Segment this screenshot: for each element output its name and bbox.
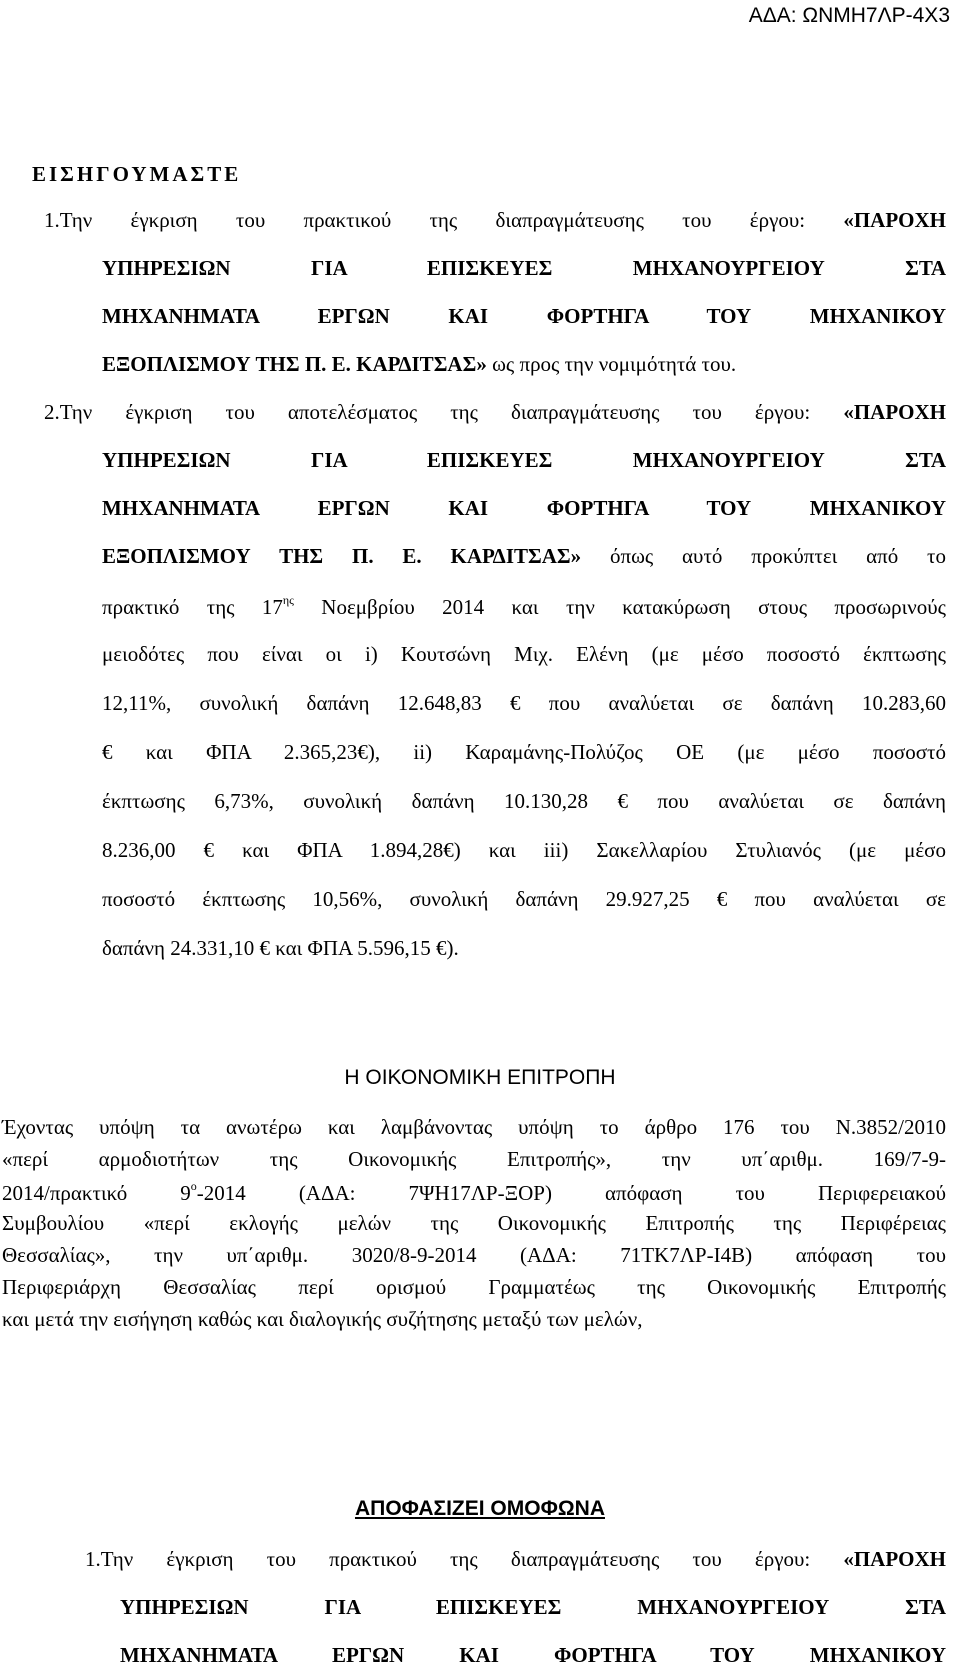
committee-line-2: «περί αρμοδιοτήτων της Οικονομικής Επιτροπής», την υπ΄αριθμ. 169/7-9- <box>2 1147 946 1171</box>
proposal-heading: ΕΙΣΗΓΟΥΜΑΣΤΕ <box>32 162 242 186</box>
committee-line-6: Περιφεριάρχη Θεσσαλίας περί ορισμού Γραμματέως της Οικονομικής Επιτροπής <box>2 1275 946 1299</box>
item2-line-3: ΜΗΧΑΝΗΜΑΤΑ ΕΡΓΩΝ ΚΑΙ ΦΟΡΤΗΓΑ ΤΟΥ ΜΗΧΑΝΙΚΟΥ <box>102 496 946 520</box>
decision-line-1: 1.Την έγκριση του πρακτικού της διαπραγμάτευσης του έργου: «ΠΑΡΟΧΗ <box>85 1547 946 1571</box>
decision-heading: ΑΠΟΦΑΣΙΖΕΙ ΟΜΟΦΩΝΑ <box>354 1497 605 1520</box>
committee-line-5: Θεσσαλίας», την υπ΄αριθμ. 3020/8-9-2014 (ΑΔΑ: 71ΤΚ7ΛΡ-Ι4Β) απόφαση του <box>2 1243 946 1267</box>
item2-line-12: δαπάνη 24.331,10 € και ΦΠΑ 5.596,15 €). <box>102 936 459 960</box>
item1-line-2: ΥΠΗΡΕΣΙΩΝ ΓΙΑ ΕΠΙΣΚΕΥΕΣ ΜΗΧΑΝΟΥΡΓΕΙΟΥ ΣΤΑ <box>102 256 946 280</box>
committee-line-7: και μετά την εισήγηση καθώς και διαλογικής συζήτησης μεταξύ των μελών, <box>2 1307 643 1331</box>
decision-line-3: ΜΗΧΑΝΗΜΑΤΑ ΕΡΓΩΝ ΚΑΙ ΦΟΡΤΗΓΑ ΤΟΥ ΜΗΧΑΝΙΚΟΥ <box>120 1643 946 1667</box>
item2-line-6: μειοδότες που είναι οι i) Κουτσώνη Μιχ. Ελένη (με μέσο ποσοστό έκπτωσης <box>102 642 946 666</box>
ada-identifier: ΑΔΑ: ΩΝΜΗ7ΛΡ-4Χ3 <box>748 4 950 27</box>
item2-line-4: ΕΞΟΠΛΙΣΜΟΥ ΤΗΣ Π. Ε. ΚΑΡΔΙΤΣΑΣ» όπως αυτό προκύπτει από το <box>102 544 946 568</box>
item2-line-9: έκπτωσης 6,73%, συνολική δαπάνη 10.130,28 € που αναλύεται σε δαπάνη <box>102 789 946 813</box>
item2-line-5: πρακτικό της $17^{\eta\varsigma}$ Νοεμβρίου 2014 και την κατακύρωση στους προσωρινούς <box>102 593 946 619</box>
item1-line-4: ΕΞΟΠΛΙΣΜΟΥ ΤΗΣ Π. Ε. ΚΑΡΔΙΤΣΑΣ» ως προς την νομιμότητά του. <box>102 352 737 376</box>
item2-line-1: 2.Την έγκριση του αποτελέσματος της διαπραγμάτευσης του έργου: «ΠΑΡΟΧΗ <box>44 400 946 424</box>
committee-line-1: Έχοντας υπόψη τα ανωτέρω και λαμβάνοντας υπόψη το άρθρο 176 του Ν.3852/2010 <box>2 1115 946 1139</box>
committee-line-3: 2014/πρακτικό $9^o-2014$ (ΑΔΑ: 7ΨΗ17ΛΡ-ΞΟΡ) απόφαση του Περιφερειακού <box>2 1179 946 1205</box>
item2-line-8: € και ΦΠΑ 2.365,23€), ii) Καραμάνης-Πολύζος ΟΕ (με μέσο ποσοστό <box>102 740 946 764</box>
item2-line-2: ΥΠΗΡΕΣΙΩΝ ΓΙΑ ΕΠΙΣΚΕΥΕΣ ΜΗΧΑΝΟΥΡΓΕΙΟΥ ΣΤΑ <box>102 448 946 472</box>
committee-line-4: Συμβουλίου «περί εκλογής μελών της Οικονομικής Επιτροπής της Περιφέρειας <box>2 1211 946 1235</box>
item2-line-10: 8.236,00 € και ΦΠΑ 1.894,28€) και iii) Σακελλαρίου Στυλιανός (με μέσο <box>102 838 946 862</box>
item1-line-1: 1.Την έγκριση του πρακτικού της διαπραγμάτευσης του έργου: «ΠΑΡΟΧΗ <box>44 208 946 232</box>
item2-line-11: ποσοστό έκπτωσης 10,56%, συνολική δαπάνη 29.927,25 € που αναλύεται σε <box>102 887 946 911</box>
decision-line-2: ΥΠΗΡΕΣΙΩΝ ΓΙΑ ΕΠΙΣΚΕΥΕΣ ΜΗΧΑΝΟΥΡΓΕΙΟΥ ΣΤΑ <box>120 1595 946 1619</box>
committee-heading: Η ΟΙΚΟΝΟΜΙΚΗ ΕΠΙΤΡΟΠΗ <box>344 1066 616 1089</box>
item2-line-7: 12,11%, συνολική δαπάνη 12.648,83 € που αναλύεται σε δαπάνη 10.283,60 <box>102 691 946 715</box>
item1-line-3: ΜΗΧΑΝΗΜΑΤΑ ΕΡΓΩΝ ΚΑΙ ΦΟΡΤΗΓΑ ΤΟΥ ΜΗΧΑΝΙΚΟΥ <box>102 304 946 328</box>
